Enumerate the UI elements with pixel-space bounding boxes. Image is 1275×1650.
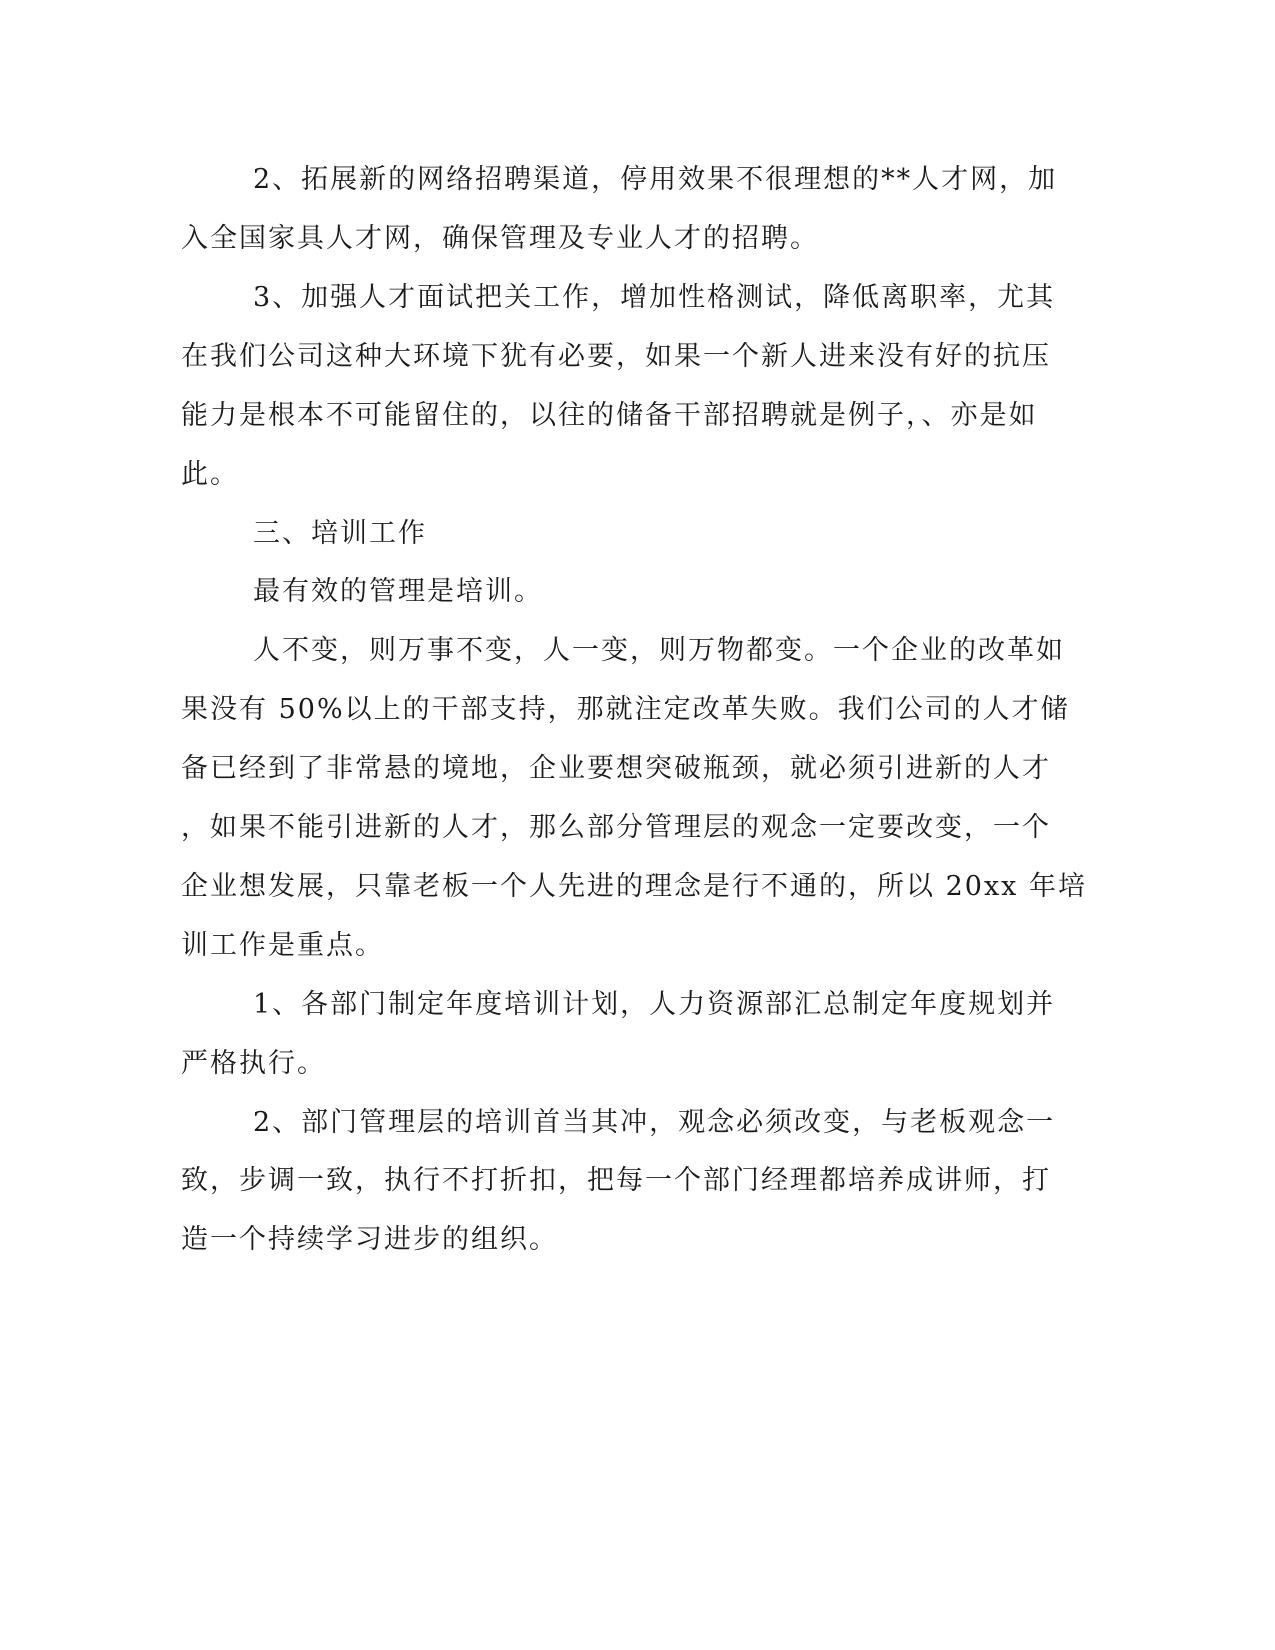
paragraph-training-intro: 最有效的管理是培训。 bbox=[253, 576, 543, 607]
paragraph-training-2-line-2: 致，步调一致，执行不打折扣，把每一个部门经理都培养成讲师，打 bbox=[181, 1165, 1051, 1196]
paragraph-change-line-5: 企业想发展，只靠老板一个人先进的理念是行不通的，所以 20xx 年培 bbox=[181, 871, 1087, 902]
paragraph-recruitment-2-line-2: 入全国家具人才网，确保管理及专业人才的招聘。 bbox=[181, 223, 819, 254]
paragraph-change-line-6: 训工作是重点。 bbox=[181, 930, 384, 961]
paragraph-recruitment-2-line-1: 2、拓展新的网络招聘渠道，停用效果不很理想的**人才网，加 bbox=[253, 164, 1058, 195]
paragraph-change-line-3: 备已经到了非常悬的境地，企业要想突破瓶颈，就必须引进新的人才 bbox=[181, 753, 1051, 784]
paragraph-change-line-1: 人不变，则万事不变，人一变，则万物都变。一个企业的改革如 bbox=[253, 635, 1065, 666]
paragraph-training-1-line-2: 严格执行。 bbox=[181, 1048, 326, 1079]
paragraph-recruitment-3-line-2: 在我们公司这种大环境下犹有必要，如果一个新人进来没有好的抗压 bbox=[181, 341, 1051, 372]
paragraph-training-1-line-1: 1、各部门制定年度培训计划，人力资源部汇总制定年度规划并 bbox=[253, 989, 1056, 1020]
section-heading-training: 三、培训工作 bbox=[253, 518, 427, 549]
paragraph-training-2-line-3: 造一个持续学习进步的组织。 bbox=[181, 1224, 558, 1255]
paragraph-recruitment-3-line-4: 此。 bbox=[181, 459, 239, 490]
paragraph-training-2-line-1: 2、部门管理层的培训首当其冲，观念必须改变，与老板观念一 bbox=[253, 1107, 1056, 1138]
paragraph-change-line-2: 果没有 50%以上的干部支持，那就注定改革失败。我们公司的人才储 bbox=[181, 694, 1070, 725]
paragraph-recruitment-3-line-1: 3、加强人才面试把关工作，增加性格测试，降低离职率，尤其 bbox=[253, 282, 1056, 313]
paragraph-recruitment-3-line-3: 能力是根本不可能留住的，以往的储备干部招聘就是例子，、亦是如 bbox=[181, 400, 1038, 431]
paragraph-change-line-4: ，如果不能引进新的人才，那么部分管理层的观念一定要改变，一个 bbox=[181, 812, 1051, 843]
